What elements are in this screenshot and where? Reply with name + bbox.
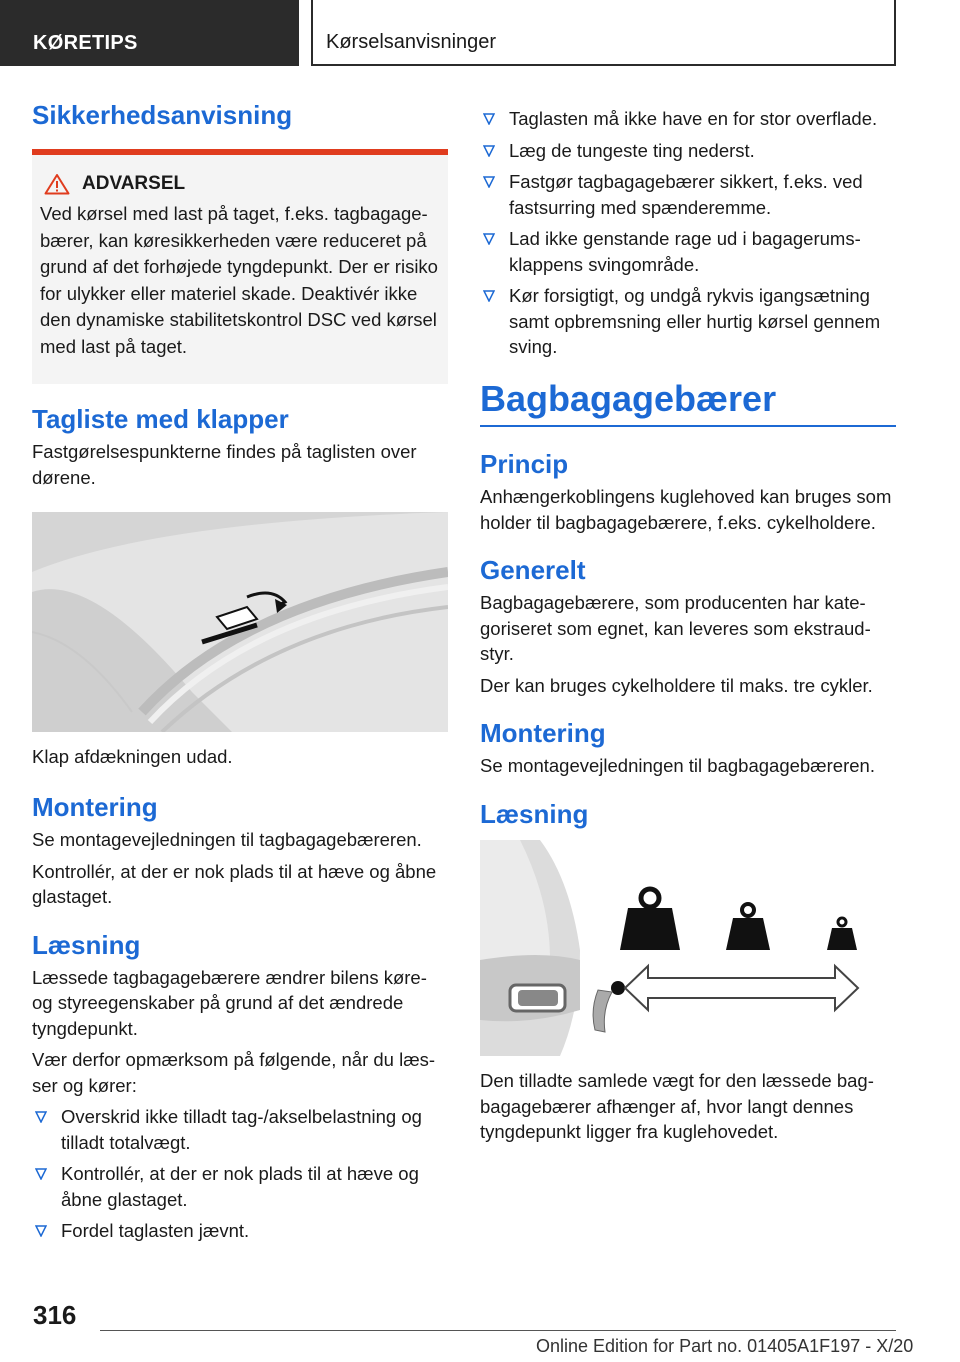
- list-item: Fastgør tagbagagebærer sikkert, f.eks. ved fastsurring med spænderemme.: [480, 169, 896, 220]
- list-item: Overskrid ikke tilladt tag-/akselbelastning og tilladt totalvægt.: [32, 1104, 448, 1155]
- section-tab: Kørselsanvisninger: [311, 0, 896, 66]
- triangle-bullet-icon: [483, 145, 495, 157]
- left-loading-p2: Vær derfor opmærksom på følgende, når du læsser og kører:: [32, 1049, 436, 1096]
- list-item: Lad ikke genstande rage ud i bagagerumsklappens svingområde.: [480, 226, 896, 277]
- warning-label: ADVARSEL: [82, 173, 186, 195]
- page-number: 316: [33, 1300, 77, 1330]
- rear-carrier-illustration: [480, 840, 896, 1056]
- left-mounting-p2: Kontrollér, at der er nok plads til at hæve og åbne glastaget.: [32, 860, 437, 908]
- roof-rail-illustration: [32, 512, 448, 732]
- triangle-bullet-icon: [483, 176, 495, 188]
- right-mounting-heading: Montering: [480, 718, 606, 749]
- general-heading: Generelt: [480, 555, 586, 586]
- triangle-bullet-icon: [483, 290, 495, 302]
- right-bullet-list: [480, 106, 896, 360]
- roof-figure-caption: Klap afdækningen udad.: [32, 746, 233, 768]
- triangle-bullet-icon: [35, 1225, 47, 1237]
- chapter-tab: KØRETIPS: [0, 0, 299, 66]
- left-bullet-list: [32, 1104, 448, 1244]
- general-p2: Der kan bruges cykelholdere til maks. tre cykler.: [480, 674, 873, 696]
- roof-rail-figure: [32, 512, 448, 732]
- general-p1: Bagbagagebærere, som producenten har kategoriseret som egnet, kan leveres som ekstraudstyr.: [480, 592, 871, 665]
- roof-rail-text: Fastgørelsespunkterne findes på taglisten over dørene.: [32, 441, 417, 488]
- warning-triangle-icon: [44, 173, 70, 195]
- list-item: Fordel taglasten jævnt.: [32, 1218, 448, 1244]
- list-item: Læg de tungeste ting nederst.: [480, 138, 896, 164]
- left-mounting-heading: Montering: [32, 791, 158, 822]
- triangle-bullet-icon: [35, 1168, 47, 1180]
- page-header: [0, 0, 960, 66]
- warning-box: [32, 149, 448, 384]
- principle-heading: Princip: [480, 448, 569, 479]
- list-item: Taglasten må ikke have en for stor overflade.: [480, 106, 896, 132]
- left-loading-heading: Læsning: [32, 929, 141, 960]
- list-item: Kør forsigtigt, og undgå rykvis igangsætning samt opbremsning eller hurtig kørsel gennem sving.: [480, 283, 896, 360]
- left-column: [32, 100, 448, 1250]
- chapter-heading: Bagbagagebærer: [480, 378, 896, 427]
- triangle-bullet-icon: [35, 1111, 47, 1123]
- principle-text: Anhængerkoblingens kuglehoved kan bruges som holder til bagbagagebærere, f.eks. cykelholdere.: [480, 486, 892, 533]
- left-mounting-p1: Se montagevejledningen til tagbagagebæreren.: [32, 829, 422, 851]
- left-loading-p1: Læssede tagbagagebærere ændrer bilens køre- og styreegenskaber på grund af det ændrede tyngdepunkt.: [32, 966, 427, 1039]
- roof-rail-heading: Tagliste med klapper: [32, 404, 289, 435]
- triangle-bullet-icon: [483, 113, 495, 125]
- warning-text: Ved kørsel med last på taget, f.eks. tagbagagebærer, kan køresikkerheden være reduceret på grund af det forhøjede tyngdepunkt. Der er risiko for ulykker eller materiel skade. Deaktivér ikke den dynamiske stabilitetskontrol DSC ved kørsel med last på taget.: [40, 203, 438, 357]
- footer-divider: [100, 1330, 896, 1331]
- warning-title: [40, 173, 440, 195]
- edition-note: Online Edition for Part no. 01405A1F197 - X/20: [536, 1336, 914, 1356]
- rear-carrier-figure: [480, 840, 896, 1056]
- right-mounting-text: Se montagevejledningen til bagbagagebæreren.: [480, 755, 875, 777]
- right-column: [480, 106, 896, 1151]
- safety-heading: Sikkerhedsanvisning: [32, 100, 293, 130]
- triangle-bullet-icon: [483, 233, 495, 245]
- rear-figure-caption: Den tilladte samlede vægt for den læssede bagbagagebærer afhænger af, hvor langt dennes tyngdepunkt ligger fra kuglehovedet.: [480, 1070, 874, 1143]
- right-loading-heading: Læsning: [480, 798, 589, 829]
- list-item: Kontrollér, at der er nok plads til at hæve og åbne glastaget.: [32, 1161, 448, 1212]
